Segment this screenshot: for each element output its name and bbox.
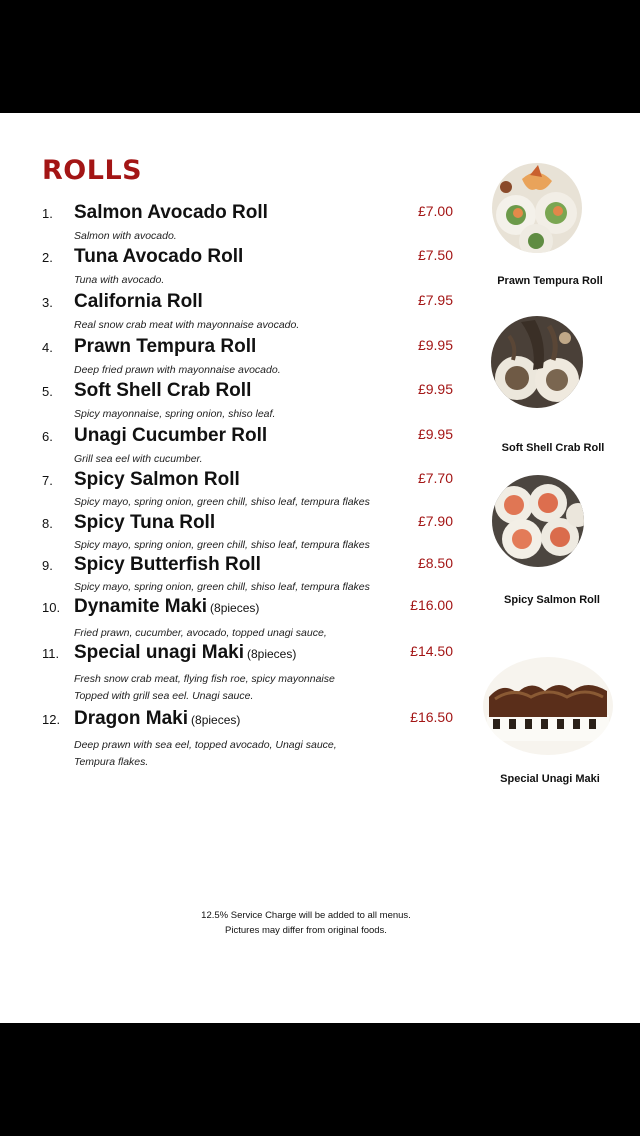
item-price: £16.00 [410, 597, 453, 613]
item-description: Real snow crab meat with mayonnaise avocado. [74, 319, 300, 331]
photo-caption: Prawn Tempura Roll [497, 275, 603, 287]
item-pieces: (8pieces) [247, 647, 297, 661]
item-number: 11. [42, 646, 60, 661]
item-number: 9. [42, 558, 53, 573]
item-name: Spicy Butterfish Roll [74, 554, 261, 575]
item-name-text: Special unagi Maki [74, 642, 244, 663]
item-price: £7.95 [417, 292, 453, 308]
item-description: Spicy mayo, spring onion, green chill, shiso leaf, tempura flakes [74, 539, 370, 551]
item-number: 10. [42, 600, 61, 615]
item-pieces: (8pieces) [191, 713, 241, 727]
item-number: 6. [42, 429, 53, 444]
item-number: 3. [42, 295, 53, 310]
photo-caption: Spicy Salmon Roll [504, 594, 600, 606]
item-price: £7.90 [417, 513, 453, 529]
item-name: California Roll [74, 291, 203, 312]
item-number: 4. [42, 340, 53, 355]
item-description: Topped with grill sea eel. Unagi sauce. [74, 690, 254, 702]
service-charge-note: 12.5% Service Charge will be added to all menus. [201, 910, 411, 921]
item-description: Spicy mayo, spring onion, green chill, shiso leaf, tempura flakes [74, 581, 370, 593]
item-name: Prawn Tempura Roll [74, 336, 257, 357]
photo-caption: Special Unagi Maki [500, 773, 600, 785]
menu-page [0, 113, 640, 1023]
item-name: Tuna Avocado Roll [74, 246, 244, 267]
item-name: Spicy Salmon Roll [74, 469, 240, 490]
item-price: £8.50 [417, 555, 453, 571]
item-number: 8. [42, 516, 53, 531]
section-heading: ROLLS [42, 155, 143, 186]
item-price: £7.00 [417, 203, 453, 219]
item-description: Fried prawn, cucumber, avocado, topped unagi sauce, [74, 627, 327, 639]
special-unagi-maki-photo [483, 657, 613, 755]
item-name [74, 596, 259, 618]
item-number: 1. [42, 206, 53, 221]
item-description: Tempura flakes. [74, 756, 149, 768]
pictures-disclaimer: Pictures may differ from original foods. [225, 925, 387, 936]
item-name [74, 642, 296, 664]
item-name: Spicy Tuna Roll [74, 512, 216, 533]
item-number: 12. [42, 712, 61, 727]
soft-shell-crab-roll-photo [491, 316, 583, 408]
item-description: Grill sea eel with cucumber. [74, 453, 203, 465]
item-description: Tuna with avocado. [74, 274, 165, 286]
prawn-tempura-roll-photo [492, 163, 582, 253]
item-price: £7.70 [417, 470, 453, 486]
item-price: £9.95 [417, 426, 453, 442]
item-name [74, 708, 240, 730]
item-description: Deep fried prawn with mayonnaise avocado. [74, 364, 281, 376]
item-pieces: (8pieces) [210, 601, 260, 615]
item-price: £7.50 [417, 247, 453, 263]
item-description: Spicy mayo, spring onion, green chill, shiso leaf, tempura flakes [74, 496, 370, 508]
item-number: 5. [42, 384, 53, 399]
item-price: £9.95 [417, 337, 453, 353]
item-price: £16.50 [410, 709, 453, 725]
item-number: 7. [42, 473, 53, 488]
item-number: 2. [42, 250, 53, 265]
item-name: Unagi Cucumber Roll [74, 425, 268, 446]
item-price: £14.50 [410, 643, 453, 659]
item-name-text: Dragon Maki [74, 708, 189, 729]
item-price: £9.95 [417, 381, 453, 397]
spicy-salmon-roll-photo [492, 475, 584, 567]
item-description: Salmon with avocado. [74, 230, 177, 242]
photo-caption: Soft Shell Crab Roll [501, 442, 605, 454]
item-description: Deep prawn with sea eel, topped avocado, Unagi sauce, [74, 739, 337, 751]
item-name-text: Dynamite Maki [74, 596, 208, 617]
item-name: Salmon Avocado Roll [74, 202, 268, 223]
item-name: Soft Shell Crab Roll [74, 380, 252, 401]
item-description: Spicy mayonnaise, spring onion, shiso leaf. [74, 408, 276, 420]
item-description: Fresh snow crab meat, flying fish roe, spicy mayonnaise [74, 673, 335, 685]
